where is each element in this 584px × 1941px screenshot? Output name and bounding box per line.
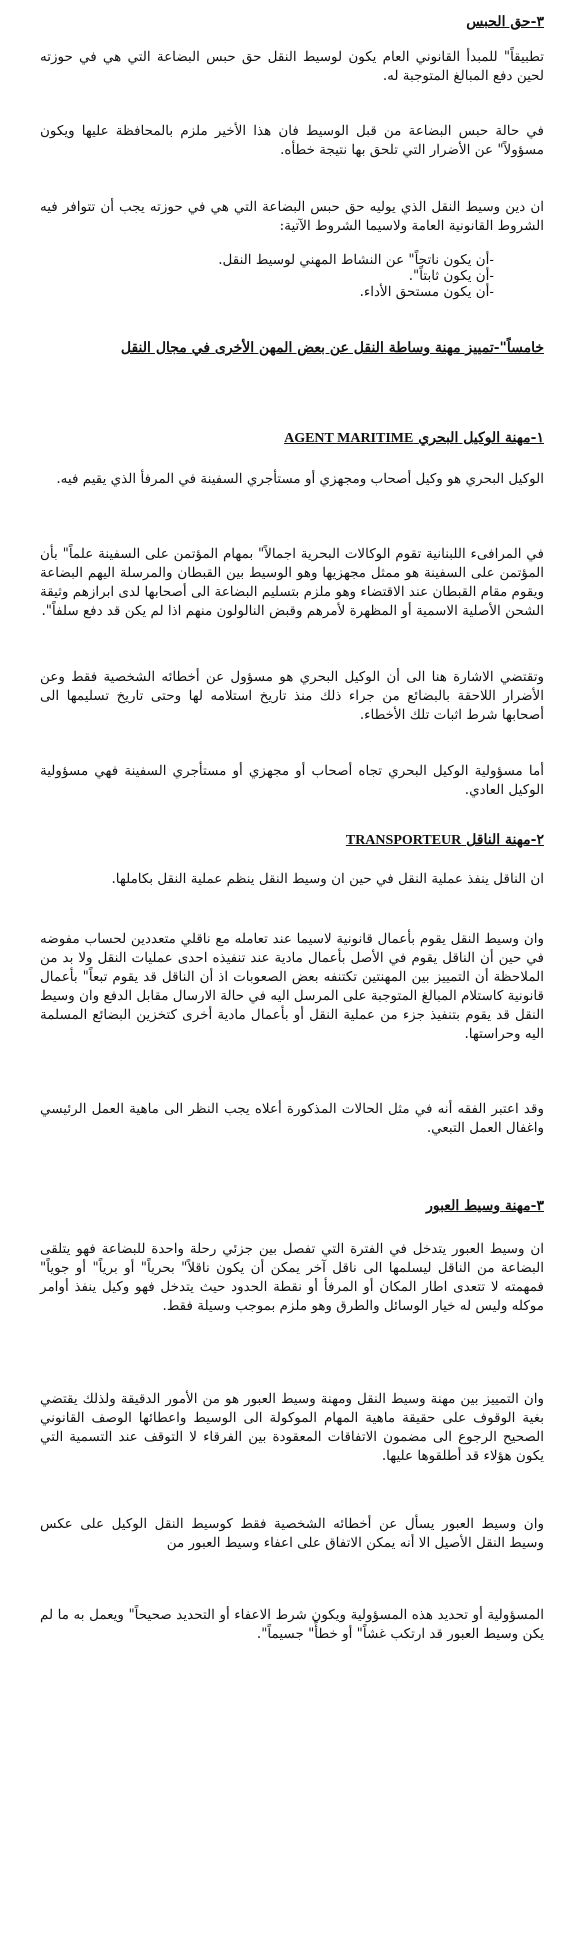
- section-3-paragraph-2: في حالة حبس البضاعة من قبل الوسيط فان هذا الأخير ملزم بالمحافظة عليها ويكون مسؤولاً" عن الأضرار التي تلحق بها نتيجة خطأه.: [40, 123, 544, 158]
- section-3-paragraph-1: تطبيقاً" للمبدأ القانوني العام يكون لوسيط النقل حق حبس البضاعة التي هي في حوزته لحين دفع المبالغ المتوجبة له.: [40, 49, 544, 84]
- transit-paragraph-2: وان التمييز بين مهنة وسيط النقل ومهنة وسيط العبور هو من الأمور الدقيقة ولذلك يقتضي بغية الوقوف على حقيقة ماهية المهام الموكولة الى الوسيط واعطائها الوصف القانوني الصحيح الرجوع الى مضمون الاتفاقات المعقودة بين الفرقاء لا التوقف عند التسمية التي يكون هؤلاء قد أطلقوها عليها.: [40, 1391, 544, 1464]
- transporteur-title-en: TRANSPORTEUR: [345, 833, 462, 848]
- list-item: -أن يكون ناتجاً" عن النشاط المهني لوسيط النقل.: [218, 252, 494, 268]
- section-five-title: خامساً"-تمييز مهنة وساطة النقل عن بعض المهن الأخرى في مجال النقل: [120, 340, 544, 356]
- transit-paragraph-3: وان وسيط العبور يسأل عن أخطائه الشخصية فقط كوسيط النقل الوكيل على عكس وسيط النقل الأصيل الا أنه يمكن الاتفاق على اعفاء وسيط العبور من: [40, 1516, 544, 1551]
- transporteur-title-ar: ٢-مهنة الناقل: [466, 832, 544, 848]
- section-3-title: ٣-حق الحبس: [466, 14, 544, 30]
- agent-maritime-title-ar: ١-مهنة الوكيل البحري: [418, 430, 544, 446]
- agent-maritime-title-en: AGENT MARITIME: [284, 431, 414, 446]
- agent-maritime-title: [284, 430, 544, 447]
- conditions-list: [218, 252, 494, 300]
- transit-paragraph-4: المسؤولية أو تحديد هذه المسؤولية ويكون شرط الاعفاء أو التحديد صحيحاً" ويعمل به ما لم يكن وسيط العبور قد ارتكب غشاً" أو خطأً" جسيماً".: [40, 1607, 545, 1642]
- transporteur-paragraph-2: وان وسيط النقل يقوم بأعمال قانونية لاسيما عند تعامله مع ناقلي متعددين لحساب مفوضه في حين أن الناقل يقوم في الأصل بأعمال مادية عند تنفيذه احدى عمليات النقل ولا بد من الملاحظة أن التمييز بين المهنتين تكتنفه بعض الصعوبات اذ أن الناقل قد يقوم تبعاً" بأعمال قانونية كاستلام المبالغ المتوجبة على المرسل اليه في حالة الارسال مقابل الدفع وان وسيط النقل قد يقوم بتنفيذ جزء من عملية النقل أو بأعمال مادية أخرى كتخزين البضائع المسلمة اليه وحراستها.: [40, 931, 544, 1042]
- list-item: -أن يكون مستحق الأداء.: [359, 284, 494, 300]
- transporteur-title: [346, 832, 544, 849]
- agent-paragraph-3: وتقتضي الاشارة هنا الى أن الوكيل البحري هو مسؤول عن أخطائه الشخصية فقط وعن الأضرار اللاحقة بالبضائع من جراء ذلك منذ تاريخ استلامه لها وحتى تاريخ تسليمها الى أصحابها شرط اثبات تلك الأخطاء.: [40, 669, 544, 723]
- agent-paragraph-1: الوكيل البحري هو وكيل أصحاب ومجهزي أو مستأجري السفينة في المرفأ الذي يقيم فيه.: [56, 471, 544, 487]
- agent-paragraph-4: أما مسؤولية الوكيل البحري تجاه أصحاب أو مجهزي أو مستأجري السفينة فهي مسؤولية الوكيل العادي.: [40, 763, 544, 798]
- transit-broker-title: ٣-مهنة وسيط العبور: [426, 1198, 544, 1214]
- transporteur-paragraph-1: ان الناقل ينفذ عملية النقل في حين ان وسيط النقل ينظم عملية النقل بكاملها.: [111, 871, 544, 887]
- section-3-paragraph-3: ان دين وسيط النقل الذي يوليه حق حبس البضاعة التي هي في حوزته يجب أن تتوافر فيه الشروط القانونية العامة ولاسيما الشروط الآتية:: [40, 199, 544, 234]
- list-item: -أن يكون ثابتاً".: [408, 268, 494, 284]
- agent-paragraph-2: في المرافىء اللبنانية تقوم الوكالات البحرية اجمالاً" بمهام المؤتمن على السفينة علماً" بأن المؤتمن على السفينة هو ممثل مجهزيها وهو الوسيط بين القبطان والمرسلة اليهم البضاعة ويقوم مقام القبطان عند الاقتضاء وهو ملزم بتسليم البضاعة الى أصحابها لدى ابرازهم وثيقة الشحن الأصلية الاسمية أو المظهرة لأمرهم وقبض النالولون منهم اذا لم يكن قد دفع سلفاً".: [40, 546, 544, 619]
- transit-paragraph-1: ان وسيط العبور يتدخل في الفترة التي تفصل بين جزئي رحلة واحدة للبضاعة فهو يتلقى البضاعة من الناقل ليسلمها الى ناقل آخر يمكن أن يكون ناقلاً" بحرياً" أو برياً" أو جوياً" فمهمته لا تتعدى اطار المكان أو المرفأ أو نقطة الحدود حيث يتدخل فهو وكيل ينفذ أوامر موكله وليس له خيار الوسائل والطرق وهو ملزم بموجب وسيلة فقط.: [40, 1241, 544, 1314]
- transporteur-paragraph-3: وقد اعتبر الفقه أنه في مثل الحالات المذكورة أعلاه يجب النظر الى ماهية العمل الرئيسي واغفال العمل التبعي.: [40, 1101, 544, 1136]
